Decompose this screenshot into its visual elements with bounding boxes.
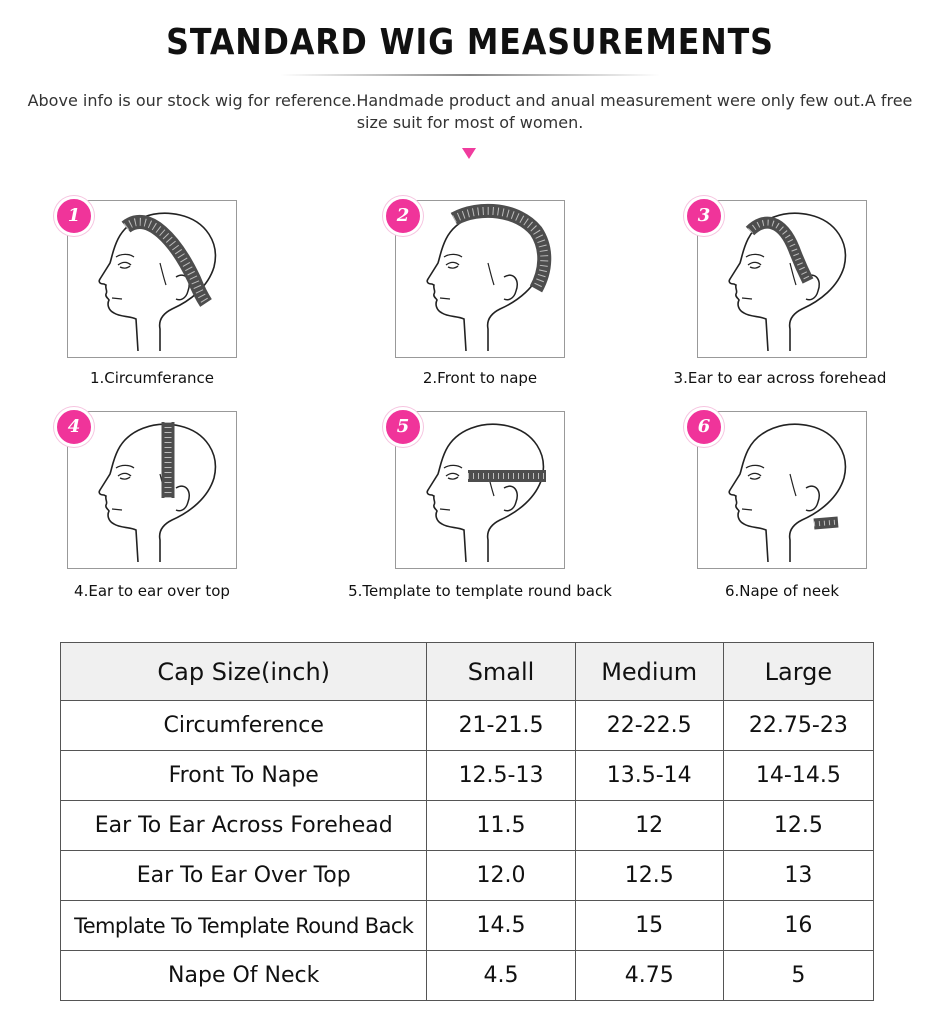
step-badge-6: 6	[684, 407, 724, 447]
header-cap-size: Cap Size(inch)	[61, 643, 427, 701]
step-badge-4: 4	[54, 407, 94, 447]
row-label: Ear To Ear Over Top	[61, 851, 427, 901]
head-front-to-nape-illustration	[396, 201, 564, 357]
cap-size-table	[60, 642, 874, 1001]
medium-value: 12	[575, 801, 723, 851]
description-text: Above info is our stock wig for reference.Handmade product and anual measurement were only few out.A free size suit for most of women.	[27, 91, 913, 132]
header-small: Small	[427, 643, 575, 701]
row-label: Ear To Ear Across Forehead	[61, 801, 427, 851]
row-label: Front To Nape	[61, 751, 427, 801]
step-label-5: 5.Template to template round back	[348, 582, 612, 600]
small-value: 12.5-13	[427, 751, 575, 801]
measure-panel-3	[697, 200, 867, 358]
row-label: Circumference	[61, 701, 427, 751]
table-row	[61, 951, 874, 1001]
medium-value: 13.5-14	[575, 751, 723, 801]
title-divider	[280, 74, 660, 76]
table-row	[61, 701, 874, 751]
large-value: 5	[723, 951, 873, 1001]
head-template-round-back-illustration	[396, 412, 564, 568]
small-value: 11.5	[427, 801, 575, 851]
medium-value: 12.5	[575, 851, 723, 901]
large-value: 12.5	[723, 801, 873, 851]
table-row	[61, 851, 874, 901]
header-medium: Medium	[575, 643, 723, 701]
table-header-row	[61, 643, 874, 701]
small-value: 4.5	[427, 951, 575, 1001]
step-label-3: 3.Ear to ear across forehead	[673, 369, 887, 387]
step-badge-3: 3	[684, 196, 724, 236]
row-label: Template To Template Round Back	[61, 901, 427, 951]
small-value: 12.0	[427, 851, 575, 901]
step-label-1: 1.Circumferance	[89, 369, 214, 387]
medium-value: 22-22.5	[575, 701, 723, 751]
table-row	[61, 751, 874, 801]
head-circumference-illustration	[68, 201, 236, 357]
step-badge-2: 2	[383, 196, 423, 236]
medium-value: 15	[575, 901, 723, 951]
small-value: 21-21.5	[427, 701, 575, 751]
table-row	[61, 801, 874, 851]
large-value: 14-14.5	[723, 751, 873, 801]
head-nape-of-neck-illustration	[698, 412, 866, 568]
header-large: Large	[723, 643, 873, 701]
medium-value: 4.75	[575, 951, 723, 1001]
large-value: 13	[723, 851, 873, 901]
step-badge-5: 5	[383, 407, 423, 447]
head-ear-to-ear-forehead-illustration	[698, 201, 866, 357]
measure-panel-6	[697, 411, 867, 569]
table-row	[61, 901, 874, 951]
measure-panel-4	[67, 411, 237, 569]
step-label-4: 4.Ear to ear over top	[74, 582, 230, 600]
down-arrow-icon	[462, 148, 476, 159]
step-label-6: 6.Nape of neek	[724, 582, 840, 600]
step-label-2: 2.Front to nape	[422, 369, 538, 387]
small-value: 14.5	[427, 901, 575, 951]
large-value: 22.75-23	[723, 701, 873, 751]
head-ear-to-ear-top-illustration	[68, 412, 236, 568]
large-value: 16	[723, 901, 873, 951]
row-label: Nape Of Neck	[61, 951, 427, 1001]
page-title: STANDARD WIG MEASUREMENTS	[166, 22, 774, 63]
measure-panel-1	[67, 200, 237, 358]
step-badge-1: 1	[54, 196, 94, 236]
